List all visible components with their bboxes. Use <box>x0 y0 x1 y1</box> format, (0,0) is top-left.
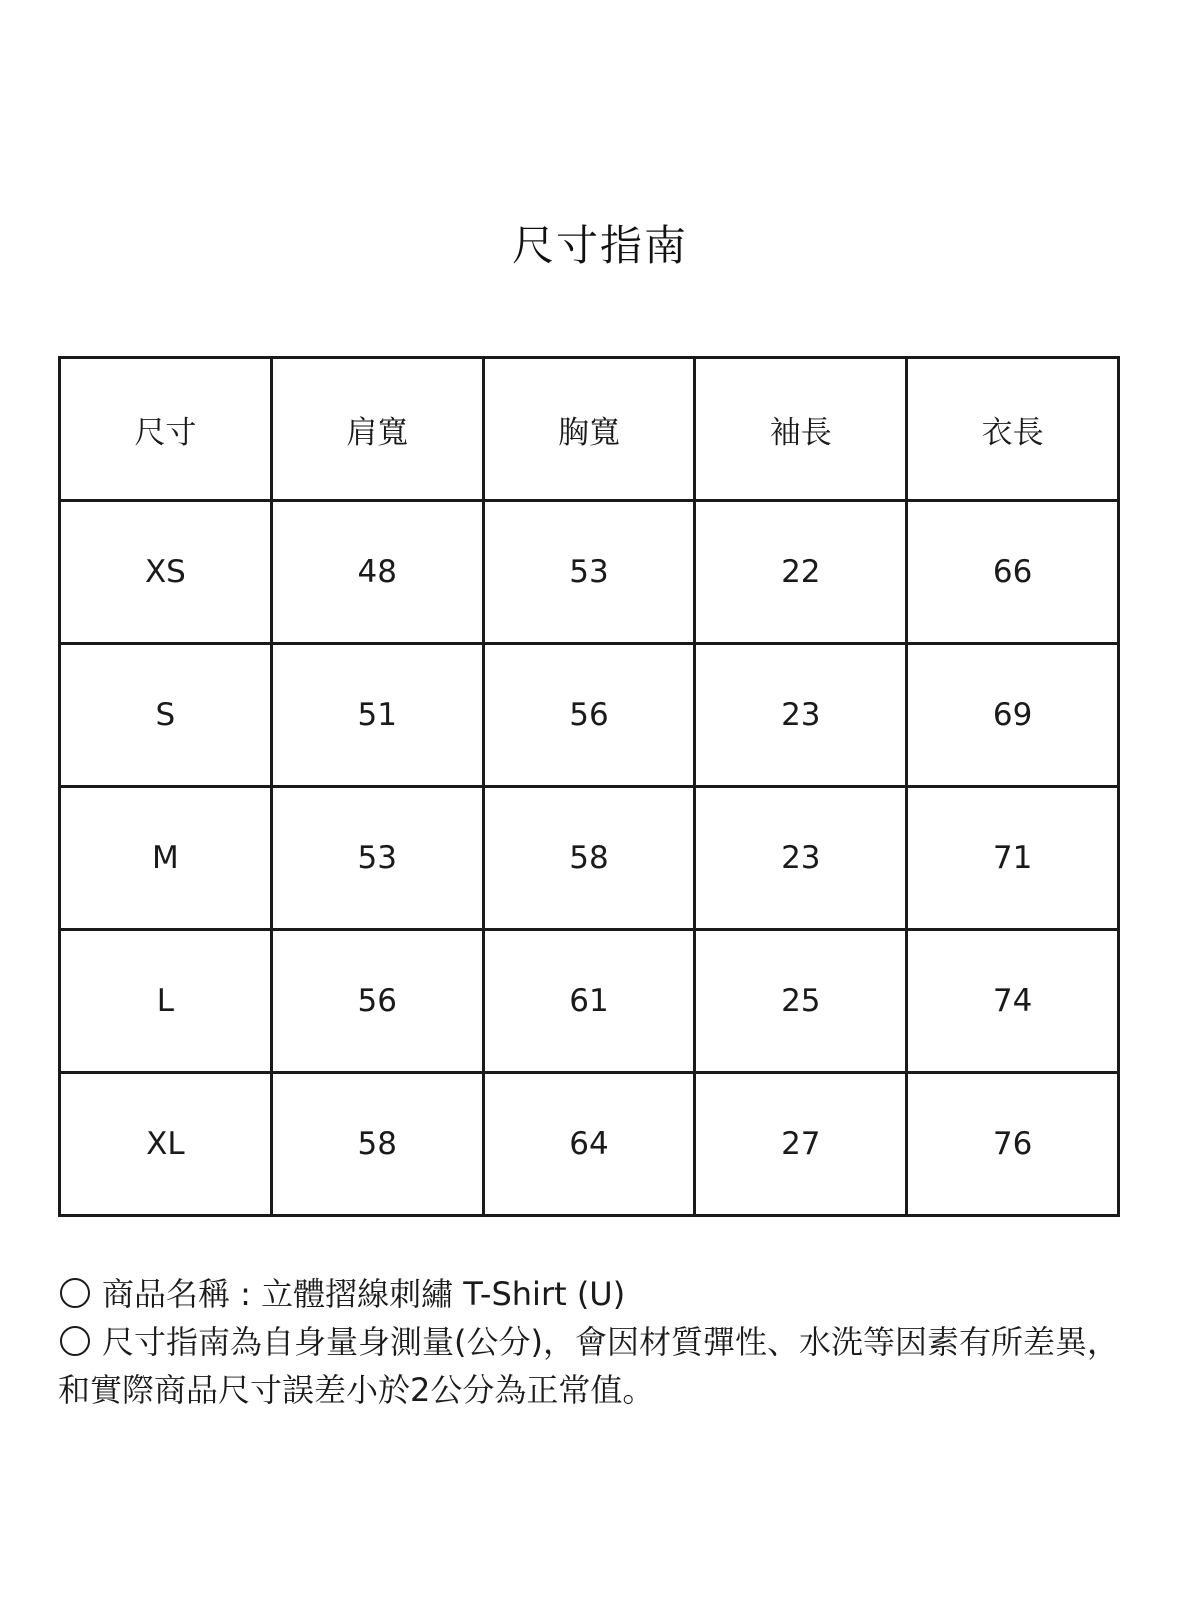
table-cell: 76 <box>907 1073 1119 1216</box>
table-row <box>60 644 1119 787</box>
table-row <box>60 787 1119 930</box>
table-row <box>60 1073 1119 1216</box>
table-cell: 56 <box>271 930 483 1073</box>
table-cell: 23 <box>695 787 907 930</box>
table-cell: 74 <box>907 930 1119 1073</box>
circle-bullet-icon <box>60 1326 90 1356</box>
size-chart-table <box>58 356 1120 1217</box>
table-cell: 64 <box>483 1073 695 1216</box>
table-cell: 58 <box>271 1073 483 1216</box>
table-cell-size: XS <box>60 501 272 644</box>
header-cell-body-length: 衣長 <box>907 358 1119 501</box>
header-cell-sleeve-length: 袖長 <box>695 358 907 501</box>
note-disclaimer-text: 尺寸指南為自身量身測量(公分)，會因材質彈性、水洗等因素有所差異，和實際商品尺寸誤差小於2公分為正常值。 <box>58 1323 1119 1409</box>
table-cell: 66 <box>907 501 1119 644</box>
note-disclaimer <box>58 1318 1138 1414</box>
table-cell: 61 <box>483 930 695 1073</box>
table-cell: 27 <box>695 1073 907 1216</box>
table-cell-size: M <box>60 787 272 930</box>
table-cell-size: XL <box>60 1073 272 1216</box>
table-cell: 69 <box>907 644 1119 787</box>
table-cell: 22 <box>695 501 907 644</box>
table-row <box>60 930 1119 1073</box>
table-header-row <box>60 358 1119 501</box>
note-product-name-text: 商品名稱 : 立體摺線刺繡 T-Shirt (U) <box>102 1275 626 1313</box>
table-cell-size: S <box>60 644 272 787</box>
table-cell: 23 <box>695 644 907 787</box>
note-product-name <box>58 1270 1138 1318</box>
header-cell-chest-width: 胸寬 <box>483 358 695 501</box>
table-cell: 53 <box>483 501 695 644</box>
header-cell-size: 尺寸 <box>60 358 272 501</box>
table-cell: 56 <box>483 644 695 787</box>
header-cell-shoulder-width: 肩寬 <box>271 358 483 501</box>
table-cell: 53 <box>271 787 483 930</box>
table-cell: 25 <box>695 930 907 1073</box>
table-cell: 51 <box>271 644 483 787</box>
table-cell: 58 <box>483 787 695 930</box>
page-title: 尺寸指南 <box>511 221 688 270</box>
table-cell-size: L <box>60 930 272 1073</box>
table-row <box>60 501 1119 644</box>
notes-section <box>58 1270 1138 1414</box>
circle-bullet-icon <box>60 1278 90 1308</box>
table-cell: 48 <box>271 501 483 644</box>
table-cell: 71 <box>907 787 1119 930</box>
